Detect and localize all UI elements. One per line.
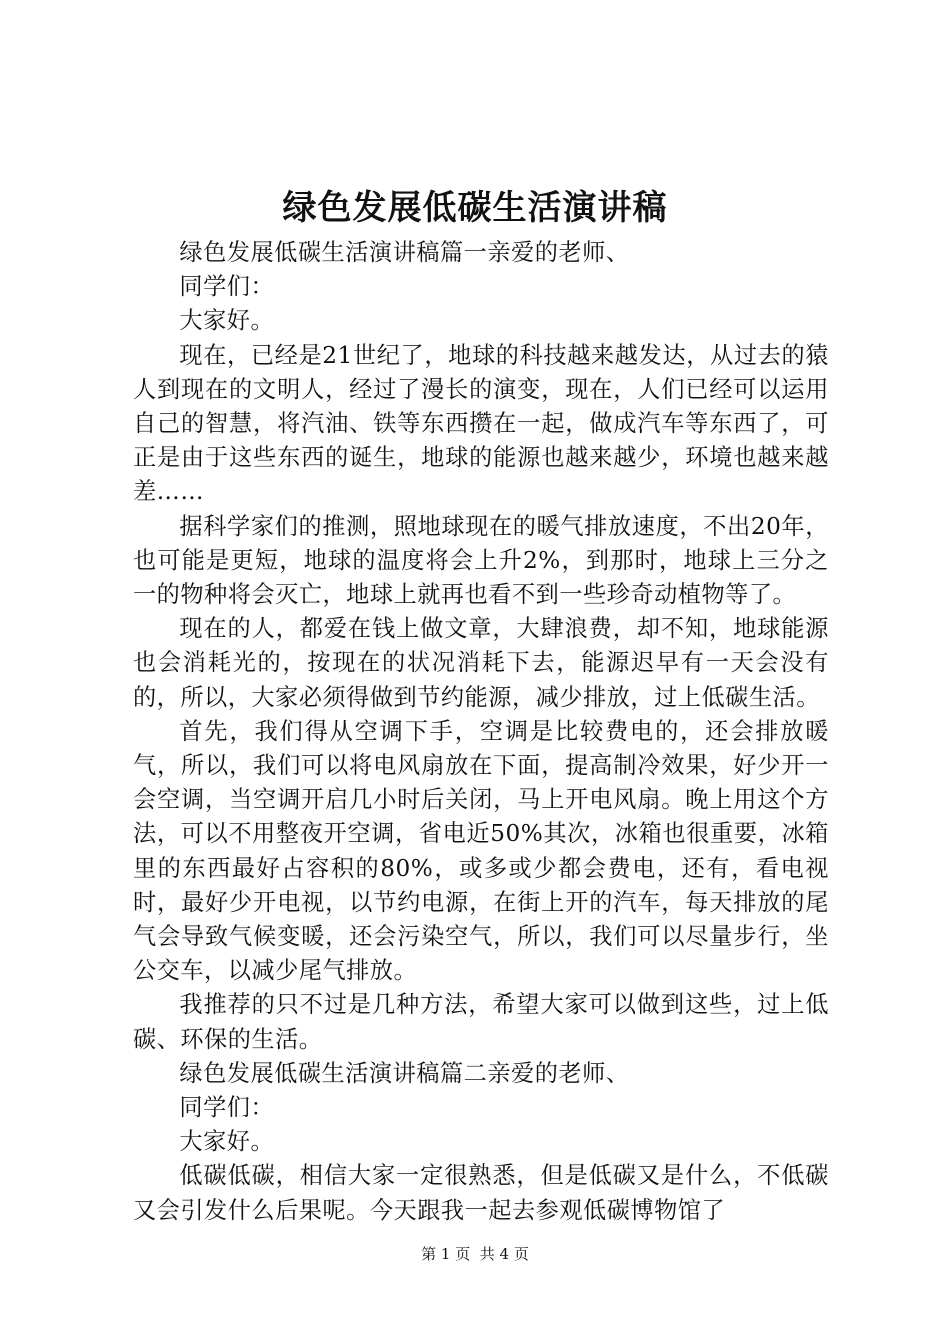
paragraph: 大家好。 bbox=[179, 1128, 275, 1156]
paragraph: 大家好。 bbox=[179, 307, 275, 335]
document-title: 绿色发展低碳生活演讲稿 bbox=[282, 188, 668, 228]
paragraph: 低碳低碳，相信大家一定很熟悉，但是低碳又是什么，不低碳又会引发什么后果呢。今天跟我一起去参观低碳博物馆了 bbox=[133, 1162, 829, 1224]
paragraph: 同学们： bbox=[179, 1094, 275, 1122]
paragraph: 绿色发展低碳生活演讲稿篇二亲爱的老师、 bbox=[179, 1059, 630, 1087]
paragraph: 同学们： bbox=[179, 273, 275, 301]
paragraph: 据科学家们的推测，照地球现在的暖气排放速度，不出20年，也可能是更短，地球的温度将会上升2%，到那时，地球上三分之一的物种将会灭亡，地球上就再也看不到一些珍奇动植物等了。 bbox=[133, 512, 829, 609]
paragraph: 现在的人，都爱在钱上做文章，大肆浪费，却不知，地球能源也会消耗光的，按现在的状况消耗下去，能源迟早有一天会没有的，所以，大家必须得做到节约能源，减少排放，过上低碳生活。 bbox=[133, 615, 829, 711]
document-body bbox=[133, 236, 829, 1228]
paragraph: 我推荐的只不过是几种方法，希望大家可以做到这些，过上低碳、环保的生活。 bbox=[133, 991, 829, 1053]
paragraph: 现在，已经是21世纪了，地球的科技越来越发达，从过去的猿人到现在的文明人，经过了漫长的演变，现在，人们已经可以运用自己的智慧，将汽油、铁等东西攒在一起，做成汽车等东西了，可正是由于这些东西的诞生，地球的能源也越来越少，环境也越来越差…… bbox=[133, 341, 829, 506]
page-footer: 第 1 页 共 4 页 bbox=[421, 1245, 529, 1263]
paragraph: 绿色发展低碳生活演讲稿篇一亲爱的老师、 bbox=[179, 239, 630, 266]
paragraph: 首先，我们得从空调下手，空调是比较费电的，还会排放暖气，所以，我们可以将电风扇放在下面，提高制冷效果，好少开一会空调，当空调开启几小时后关闭，马上开电风扇。晚上用这个方法，可以不用整夜开空调，省电近50%其次，冰箱也很重要，冰箱里的东西最好占容积的80%，或多或少都会费电，还有，看电视时，最好少开电视，以节约电源，在街上开的汽车，每天排放的尾气会导致气候变暖，还会污染空气，所以，我们可以尽量步行，坐公交车，以减少尾气排放。 bbox=[133, 717, 829, 985]
